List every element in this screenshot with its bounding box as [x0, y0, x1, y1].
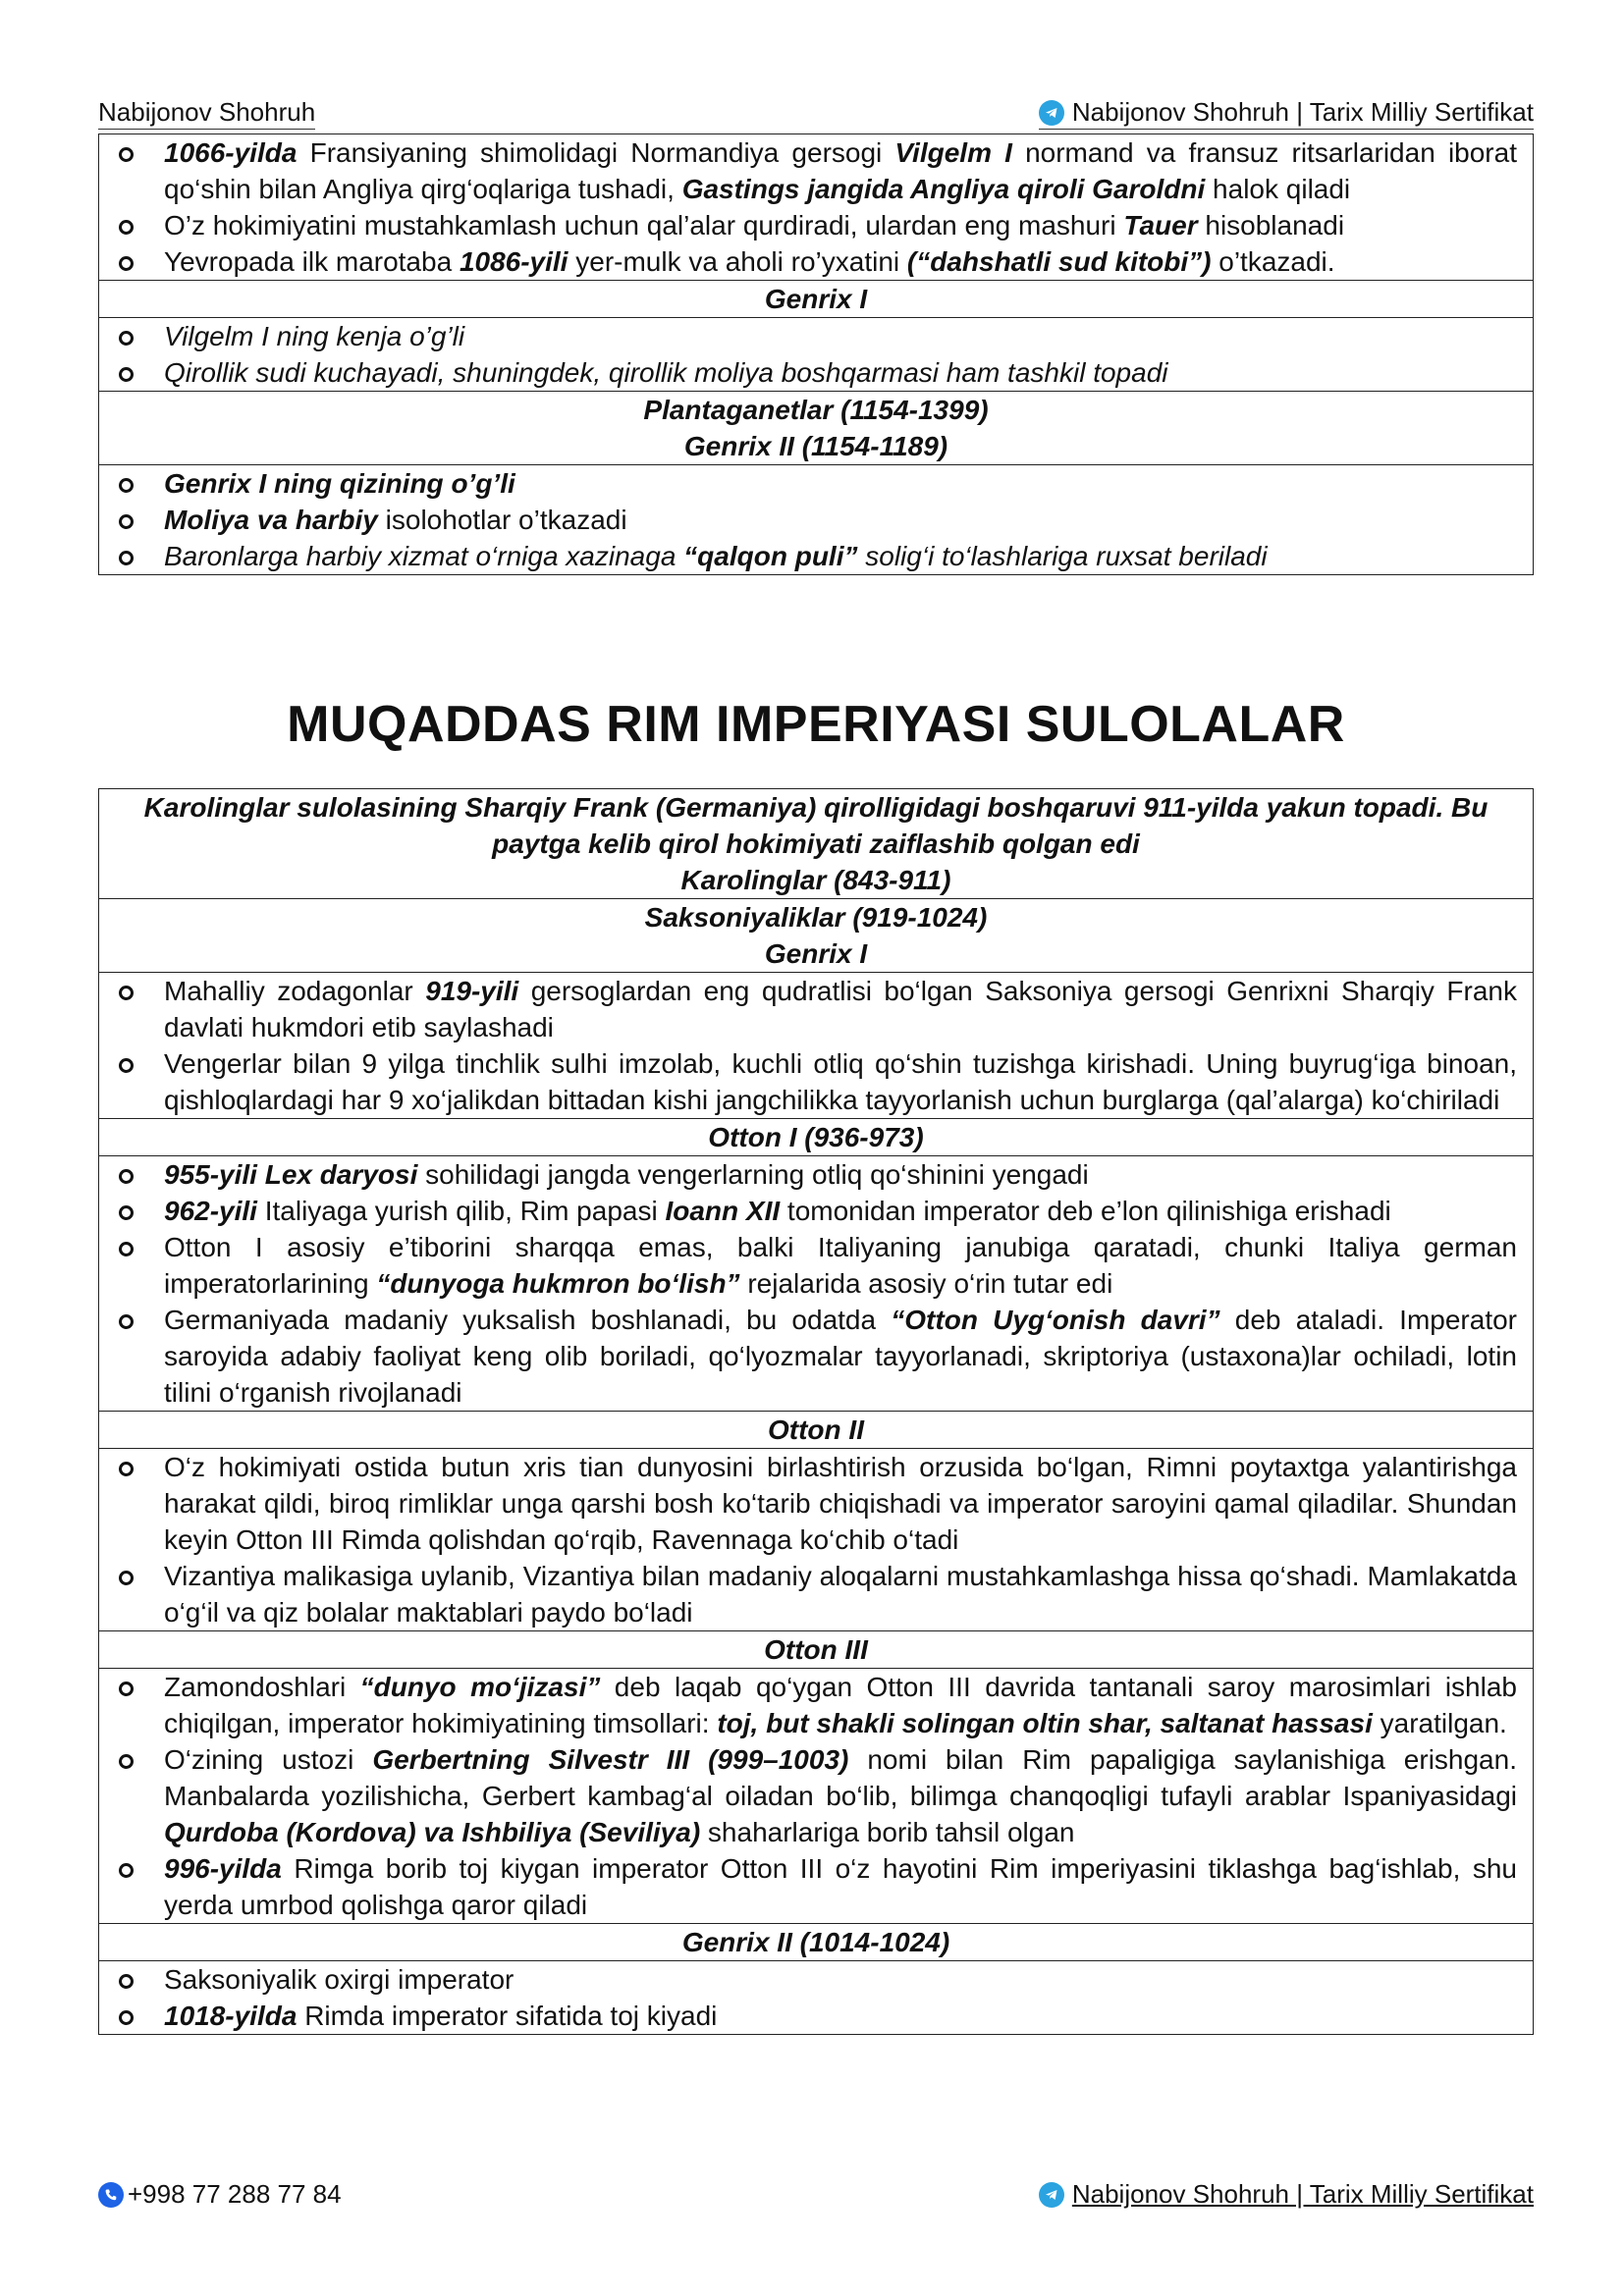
list-item	[99, 465, 1533, 502]
text-run: “qalqon puli”	[683, 541, 858, 571]
genrix1-list	[99, 318, 1533, 391]
genrix2-1014-heading: Genrix II (1014-1024)	[99, 1924, 1534, 1961]
plantagenet-title: Plantaganetlar (1154-1399)	[643, 395, 989, 425]
list-item	[99, 243, 1533, 280]
footer-phone[interactable]	[98, 2179, 342, 2210]
text-run: gersoglardan eng qudratlisi bo‘lgan Saksoniya gersogi Genrixni Sharqiy Frank davlati hukmdori etib saylashadi	[164, 976, 1517, 1042]
text-run: halok qiladi	[1205, 174, 1351, 204]
page-footer	[98, 2179, 1534, 2210]
text-run: nomi bilan Rim papaligiga saylanishiga erishgan. Manbalarda yozilishicha, Gerbert kambag‘al oiladan bo‘lib, bilimga chanqoqligi tufayli arablar Ispaniyasidagi	[164, 1744, 1517, 1811]
text-run: “dunyo mo‘jizasi”	[359, 1672, 601, 1702]
genrix2-title: Genrix II (1154-1189)	[683, 431, 948, 461]
text-run: deb ataladi. Imperator saroyida adabiy faoliyat keng olib boriladi, qo‘lyozmalar tayyorlanadi, skriptoriya (ustaxona)lar ochiladi, lotin tilini o‘rganish rivojlanadi	[164, 1305, 1517, 1408]
list-item	[99, 207, 1533, 243]
list-item	[99, 134, 1533, 207]
text-run: Tauer	[1123, 210, 1198, 240]
genrix1-heading: Genrix I	[99, 281, 1534, 318]
saxon-genrix-title: Genrix I	[764, 938, 868, 969]
section-title: MUQADDAS RIM IMPERIYASI SULOLALAR	[287, 696, 1345, 753]
karoling-line-1: Karolinglar sulolasining Sharqiy Frank (Germaniya) qirolligidagi boshqaruvi 911-yilda yakun topadi. Bu	[143, 792, 1489, 823]
list-item	[99, 1156, 1533, 1193]
wilhelm-list	[99, 134, 1533, 280]
text-run: yer-mulk va aholi ro’yxatini	[568, 246, 907, 277]
text-run: Rimda imperator sifatida toj kiyadi	[297, 2001, 718, 2031]
text-run: solig‘i to‘lashlariga ruxsat beriladi	[857, 541, 1268, 571]
text-run: normand va fransuz ritsarlaridan iborat qo‘shin bilan Angliya qirg‘oqlariga tushadi,	[164, 137, 1517, 204]
text-run: Gastings jangida Angliya qiroli Garoldni	[681, 174, 1206, 204]
text-run: (“dahshatli sud kitobi”)	[906, 246, 1212, 277]
header-author: Nabijonov Shohruh	[98, 97, 315, 130]
text-run: “dunyoga hukmron bo‘lish”	[376, 1268, 740, 1299]
text-run: Vizantiya malikasiga uylanib, Vizantiya bilan madaniy aloqalarni mustahkamlashga hissa qo‘shadi. Mamlakatda o‘g‘il va qiz bolalar maktablari paydo bo‘ladi	[164, 1561, 1517, 1628]
plantagenet-heading	[99, 392, 1534, 465]
text-run: Otton I asosiy e’tiborini sharqqa emas, balki Italiyaning janubiga qaratadi, chunki Italiya german imperatorlarining	[164, 1232, 1517, 1299]
list-item	[99, 1193, 1533, 1229]
otton1-heading: Otton I (936-973)	[99, 1119, 1534, 1156]
karoling-line-2: paytga kelib qirol hokimiyati zaiflashib qolgan edi	[492, 828, 1140, 859]
text-run: “Otton Uyg‘onish davri”	[891, 1305, 1220, 1335]
list-item	[99, 1850, 1533, 1923]
telegram-icon	[1039, 2182, 1064, 2208]
text-run: deb laqab qo‘ygan Otton III davrida tantanali saroy marosimlari ishlab chiqilgan, imperator hokimiyatining timsollari:	[164, 1672, 1517, 1738]
text-run: Saksoniyalik oxirgi imperator	[164, 1964, 514, 1995]
otton1-list	[99, 1156, 1533, 1411]
text-run: Vilgelm I	[894, 137, 1012, 168]
list-item	[99, 318, 1533, 354]
text-run: Genrix I ning qizining o’g’li	[164, 468, 515, 499]
karoling-heading	[99, 789, 1534, 899]
footer-phone-number: +998 77 288 77 84	[128, 2179, 342, 2209]
text-run: 962-yili	[164, 1196, 257, 1226]
text-run: rejalarida asosiy o‘rin tutar edi	[739, 1268, 1113, 1299]
england-kings-table	[98, 133, 1534, 575]
text-run: sohilidagi jangda vengerlarning otliq qo‘shinini yengadi	[417, 1159, 1089, 1190]
text-run: Baronlarga harbiy xizmat o‘rniga xazinaga	[164, 541, 684, 571]
text-run: Germaniyada madaniy yuksalish boshlanadi, bu odatda	[164, 1305, 892, 1335]
text-run: Zamondoshlari	[164, 1672, 360, 1702]
text-run: yaratilgan.	[1372, 1708, 1507, 1738]
text-run: O’z hokimiyatini mustahkamlash uchun qal’alar qurdiradi, ulardan eng mashuri	[164, 210, 1124, 240]
text-run: Moliya va harbiy	[164, 505, 378, 535]
list-item	[99, 1998, 1533, 2034]
otton3-heading: Otton III	[99, 1631, 1534, 1669]
text-run: O‘z hokimiyati ostida butun xris tian dunyosini birlashtirish orzusida bo‘lgan, Rimni poytaxtga yalantirishga harakat qildi, biroq rimliklar unga qarshi bosh ko‘tarib chiqishadi va imperator saroyini qamal qiladilar. Shundan keyin Otton III Rimda qolishdan qo‘rqib, Ravennaga ko‘chib o‘tadi	[164, 1452, 1517, 1555]
text-run: 1066-yilda	[164, 137, 298, 168]
telegram-icon	[1039, 100, 1064, 126]
otton2-heading: Otton II	[99, 1412, 1534, 1449]
holy-roman-table	[98, 788, 1534, 2035]
text-run: Rimga borib toj kiygan imperator Otton III o‘z hayotini Rim imperiyasini tiklashga bag‘ishlab, shu yerda umrbod qolishga qaror qiladi	[164, 1853, 1517, 1920]
list-item	[99, 1229, 1533, 1302]
page-header	[98, 96, 1534, 130]
text-run: Qirollik sudi kuchayadi, shuningdek, qirollik moliya boshqarmasi ham tashkil topadi	[164, 357, 1168, 388]
list-item	[99, 1741, 1533, 1850]
karoling-line-3: Karolinglar (843-911)	[680, 865, 951, 895]
text-run: hisoblanadi	[1197, 210, 1345, 240]
text-run: Ioann XII	[665, 1196, 781, 1226]
saxon-list	[99, 973, 1533, 1118]
footer-channel-label: Nabijonov Shohruh | Tarix Milliy Sertifikat	[1071, 2179, 1534, 2209]
text-run: isolohotlar o’tkazadi	[377, 505, 627, 535]
list-item	[99, 538, 1533, 574]
saxon-title: Saksoniyaliklar (919-1024)	[644, 902, 988, 933]
text-run: Vengerlar bilan 9 yilga tinchlik sulhi imzolab, kuchli otliq qo‘shin tuzishga kirishadi. Uning buyrug‘iga binoan, qishloqlardagi har 9 xo‘jalikdan bittadan kishi jangchilikka tayyorlanish uchun burglarga (qal’alarga) ko‘chiriladi	[164, 1048, 1517, 1115]
text-run: Yevropada ilk marotaba	[164, 246, 460, 277]
text-run: 996-yilda	[164, 1853, 282, 1884]
text-run: Gerbertning Silvestr III (999–1003)	[372, 1744, 849, 1775]
text-run: 955-yili Lex daryosi	[164, 1159, 418, 1190]
list-item	[99, 973, 1533, 1045]
text-run: 1018-yilda	[164, 2001, 298, 2031]
list-item	[99, 1961, 1533, 1998]
text-run: Qurdoba (Kordova) va Ishbiliya (Seviliya)	[164, 1817, 701, 1847]
genrix2-1014-list	[99, 1961, 1533, 2034]
text-run: O‘zining ustozi	[164, 1744, 373, 1775]
text-run: 1086-yili	[459, 246, 568, 277]
text-run: Italiyaga yurish qilib, Rim papasi	[256, 1196, 666, 1226]
list-item	[99, 354, 1533, 391]
genrix2-list	[99, 465, 1533, 574]
text-run: shaharlariga borib tahsil olgan	[700, 1817, 1075, 1847]
header-channel-link[interactable]	[1039, 97, 1534, 130]
list-item	[99, 1558, 1533, 1630]
text-run: toj, but shakli solingan oltin shar, saltanat hassasi	[717, 1708, 1373, 1738]
text-run: tomonidan imperator deb e’lon qilinishiga erishadi	[780, 1196, 1391, 1226]
list-item	[99, 1449, 1533, 1558]
phone-icon	[98, 2182, 124, 2208]
list-item	[99, 1045, 1533, 1118]
text-run: Fransiyaning shimolidagi Normandiya gersogi	[297, 137, 895, 168]
text-run: o’tkazadi.	[1211, 246, 1335, 277]
text-run: 919-yili	[425, 976, 519, 1006]
otton3-list	[99, 1669, 1533, 1923]
footer-channel-link[interactable]	[1039, 2179, 1534, 2210]
header-channel-label: Nabijonov Shohruh | Tarix Milliy Sertifikat	[1071, 97, 1534, 127]
saxon-heading	[99, 899, 1534, 973]
otton2-list	[99, 1449, 1533, 1630]
list-item	[99, 502, 1533, 538]
list-item	[99, 1302, 1533, 1411]
text-run: Mahalliy zodagonlar	[164, 976, 426, 1006]
list-item	[99, 1669, 1533, 1741]
text-run: Vilgelm I ning kenja o’g’li	[164, 321, 465, 351]
